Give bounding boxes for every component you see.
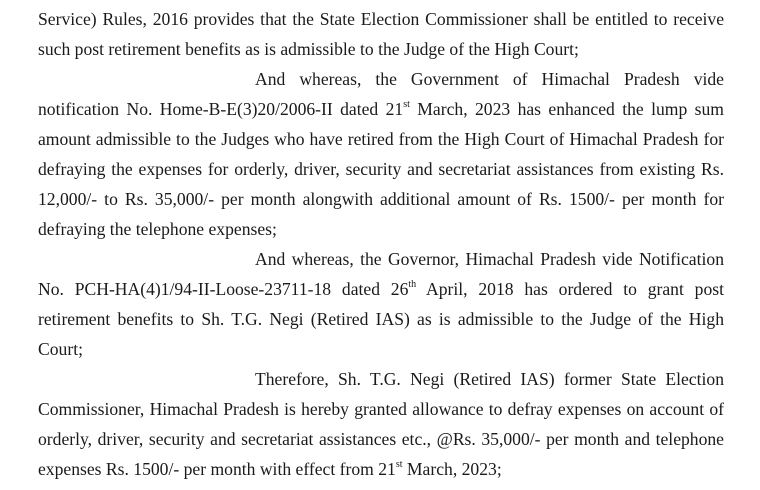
text-line: And whereas, the Governor, Himachal Pradesh vide Notification (255, 249, 724, 269)
text-line: Court; (38, 339, 83, 359)
ordinal-suffix: st (395, 459, 403, 471)
ordinal-suffix: st (403, 99, 410, 111)
text-line: And whereas, the Government of Himachal Pradesh vide (255, 69, 724, 89)
paragraph-therefore (38, 364, 724, 484)
text-span: No. PCH-HA(4)1/94-II-Loose-23711-18 dated 26 (38, 279, 409, 299)
text-span: notification No. Home-B-E(3)20/2006-II dated 21 (38, 99, 404, 119)
text-line: 12,000/- to Rs. 35,000/- per month alongwith additional amount of Rs. 1500/- per month for (38, 189, 724, 209)
text-line: Service) Rules, 2016 provides that the State Election Commissioner shall be entitled to receive (38, 9, 724, 29)
paragraph-rules (38, 4, 724, 64)
text-line (38, 94, 724, 124)
ordinal-suffix: th (408, 279, 417, 291)
text-line (38, 274, 724, 304)
text-line: retirement benefits to Sh. T.G. Negi (Retired IAS) as is admissible to the Judge of the High (38, 309, 724, 329)
text-span: expenses Rs. 1500/- per month with effect from 21 (38, 459, 396, 479)
text-line (38, 454, 724, 484)
text-line: orderly, driver, security and secretariat assistances etc., @Rs. 35,000/- per month and telephone (38, 429, 724, 449)
text-span: March, 2023 has enhanced the lump sum (409, 99, 724, 119)
text-line: Commissioner, Himachal Pradesh is hereby granted allowance to defray expenses on account of (38, 399, 724, 419)
text-line: defraying the expenses for orderly, driver, security and secretariat assistances from existing Rs. (38, 159, 724, 179)
text-span: March, 2023; (402, 459, 502, 479)
text-span: April, 2018 has ordered to grant post (416, 279, 724, 299)
text-line: Therefore, Sh. T.G. Negi (Retired IAS) former State Election (255, 369, 724, 389)
document-page (38, 4, 724, 484)
text-line: defraying the telephone expenses; (38, 219, 277, 239)
text-line: such post retirement benefits as is admissible to the Judge of the High Court; (38, 39, 579, 59)
paragraph-whereas-governor (38, 244, 724, 364)
paragraph-whereas-government (38, 64, 724, 244)
text-line: amount admissible to the Judges who have retired from the High Court of Himachal Pradesh for (38, 129, 724, 149)
